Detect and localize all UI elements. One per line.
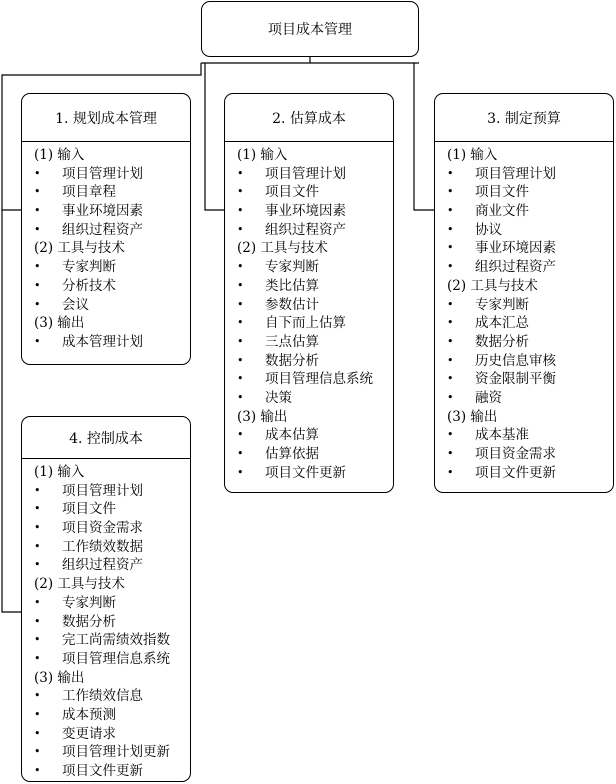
bullet-icon: • — [34, 633, 41, 647]
process-title: 3. 制定预算 — [435, 94, 613, 142]
bullet-icon: • — [447, 447, 454, 460]
bullet-icon: • — [447, 316, 454, 330]
bullet-icon: • — [34, 222, 41, 236]
process-box-2 — [224, 93, 394, 493]
list-item-label: 项目资金需求 — [475, 446, 556, 462]
list-item — [225, 258, 393, 277]
list-item — [435, 165, 613, 184]
list-item-label: 项目管理计划 — [62, 165, 143, 182]
list-item — [435, 370, 613, 389]
bullet-icon: • — [237, 428, 244, 442]
section-heading: (1) 输入 — [447, 147, 498, 163]
list-item-label: 估算依据 — [265, 446, 319, 462]
list-item — [22, 743, 190, 762]
list-item — [22, 258, 190, 277]
bullet-icon: • — [34, 166, 41, 180]
bullet-icon: • — [34, 689, 41, 703]
list-item — [435, 464, 613, 483]
list-item — [22, 202, 190, 221]
list-item — [225, 389, 393, 408]
bullet-icon: • — [447, 353, 454, 367]
list-item-label: 工作绩效信息 — [62, 688, 143, 705]
section-heading: (3) 输出 — [447, 408, 498, 425]
list-item-label: 数据分析 — [265, 352, 319, 369]
bullet-icon: • — [34, 260, 41, 274]
process-body — [225, 142, 393, 482]
list-item — [22, 221, 190, 240]
list-item — [435, 258, 613, 277]
section-heading: (1) 输入 — [34, 464, 85, 480]
list-item — [435, 221, 613, 240]
list-item-label: 专家判断 — [62, 259, 116, 276]
list-item-label: 组织过程资产 — [62, 557, 143, 574]
list-item-label: 工作绩效数据 — [62, 538, 143, 555]
bullet-icon: • — [447, 297, 454, 311]
list-item — [22, 519, 190, 538]
section-heading: (1) 输入 — [237, 147, 288, 163]
list-item-label: 组织过程资产 — [265, 221, 346, 238]
list-item-label: 分析技术 — [62, 277, 116, 294]
list-item-label: 项目管理信息系统 — [62, 650, 170, 667]
list-item-label: 决策 — [265, 389, 292, 406]
list-item — [435, 352, 613, 371]
bullet-icon: • — [447, 185, 454, 199]
bullet-icon: • — [237, 185, 244, 199]
bullet-icon: • — [237, 334, 244, 348]
bullet-icon: • — [237, 278, 244, 292]
bullet-icon: • — [237, 222, 244, 236]
list-item — [225, 464, 393, 483]
list-item-label: 完工尚需绩效指数 — [62, 632, 170, 649]
list-item — [225, 183, 393, 202]
list-item — [22, 725, 190, 744]
bullet-icon: • — [34, 595, 41, 609]
section-heading: (2) 工具与技术 — [34, 240, 125, 257]
bullet-icon: • — [34, 614, 41, 628]
bullet-icon: • — [34, 707, 41, 721]
list-item-label: 成本基准 — [475, 427, 529, 444]
root-node — [201, 1, 419, 57]
bullet-icon: • — [34, 502, 41, 516]
list-item-label: 专家判断 — [265, 259, 319, 276]
connector-to-process-3 — [414, 63, 434, 210]
bullet-icon: • — [237, 353, 244, 367]
bullet-icon: • — [34, 521, 41, 535]
list-item-label: 类比估算 — [265, 277, 319, 294]
bullet-icon: • — [447, 390, 454, 404]
list-item-label: 项目文件 — [475, 184, 529, 201]
section-heading: (1) 输入 — [34, 147, 85, 163]
list-item — [225, 221, 393, 240]
list-item-label: 项目文件更新 — [475, 464, 556, 481]
list-item — [435, 426, 613, 445]
list-item-label: 历史信息审核 — [475, 352, 556, 369]
list-item — [225, 202, 393, 221]
list-item-label: 项目文件 — [62, 501, 116, 518]
bullet-icon: • — [237, 166, 244, 180]
list-item-label: 会议 — [62, 296, 89, 313]
bullet-icon: • — [34, 558, 41, 572]
list-item — [22, 687, 190, 706]
list-item-label: 事业环境因素 — [62, 203, 143, 220]
list-item — [22, 165, 190, 184]
list-item-label: 项目文件更新 — [265, 464, 346, 481]
list-item-label: 成本估算 — [265, 427, 319, 444]
list-item-label: 项目文件 — [265, 184, 319, 201]
list-item-label: 项目章程 — [62, 184, 116, 201]
list-item-label: 项目管理计划 — [475, 165, 556, 182]
process-box-4 — [21, 416, 191, 782]
list-item — [22, 333, 190, 352]
bullet-icon: • — [34, 745, 41, 759]
list-item — [22, 296, 190, 315]
bullet-icon: • — [34, 334, 41, 348]
bullet-icon: • — [237, 372, 244, 386]
list-item — [22, 538, 190, 557]
list-item — [225, 333, 393, 352]
list-item-label: 成本汇总 — [475, 315, 529, 332]
bullet-icon: • — [447, 334, 454, 348]
list-item — [435, 389, 613, 408]
list-item-label: 商业文件 — [475, 203, 529, 220]
list-item — [22, 482, 190, 501]
list-item-label: 资金限制平衡 — [475, 371, 556, 388]
list-item — [22, 277, 190, 296]
list-item-label: 组织过程资产 — [475, 259, 556, 276]
process-title: 2. 估算成本 — [225, 94, 393, 142]
list-item-label: 项目管理信息系统 — [265, 371, 373, 388]
process-title: 4. 控制成本 — [22, 417, 190, 459]
list-item — [225, 370, 393, 389]
bullet-icon: • — [447, 222, 454, 236]
list-item-label: 参数估计 — [265, 296, 319, 313]
bullet-icon: • — [237, 447, 244, 460]
list-item — [435, 296, 613, 315]
root-label: 项目成本管理 — [268, 22, 352, 38]
process-box-3 — [434, 93, 614, 493]
list-item-label: 项目管理计划 — [265, 165, 346, 182]
list-item-label: 事业环境因素 — [475, 240, 556, 257]
process-body — [22, 459, 190, 781]
list-item — [435, 202, 613, 221]
list-item-label: 成本预测 — [62, 706, 116, 723]
bullet-icon: • — [34, 278, 41, 292]
bullet-icon: • — [237, 465, 244, 479]
list-item — [22, 183, 190, 202]
bullet-icon: • — [447, 372, 454, 386]
list-item-label: 融资 — [475, 389, 502, 406]
process-box-1 — [21, 93, 191, 365]
bullet-icon: • — [447, 428, 454, 442]
bullet-icon: • — [34, 764, 41, 777]
list-item-label: 事业环境因素 — [265, 203, 346, 220]
bullet-icon: • — [237, 316, 244, 330]
list-item — [225, 445, 393, 464]
list-item — [435, 183, 613, 202]
process-body — [435, 142, 613, 482]
bullet-icon: • — [447, 260, 454, 274]
list-item-label: 数据分析 — [62, 613, 116, 630]
list-item — [22, 706, 190, 725]
list-item-label: 项目文件更新 — [62, 763, 143, 779]
list-item — [22, 500, 190, 519]
list-item — [22, 650, 190, 669]
connector-to-process-2 — [205, 63, 224, 210]
list-item-label: 专家判断 — [475, 296, 529, 313]
list-item — [225, 426, 393, 445]
list-item-label: 项目管理计划 — [62, 482, 143, 499]
list-item-label: 三点估算 — [265, 333, 319, 350]
section-heading: (3) 输出 — [34, 315, 85, 332]
list-item — [225, 296, 393, 315]
list-item-label: 项目资金需求 — [62, 520, 143, 537]
list-item-label: 协议 — [475, 221, 502, 238]
list-item — [435, 239, 613, 258]
bullet-icon: • — [237, 297, 244, 311]
list-item — [22, 556, 190, 575]
connector-to-process-4 — [2, 210, 21, 612]
bullet-icon: • — [34, 539, 41, 553]
list-item-label: 数据分析 — [475, 333, 529, 350]
bullet-icon: • — [34, 185, 41, 199]
bullet-icon: • — [447, 465, 454, 479]
bullet-icon: • — [447, 241, 454, 255]
list-item — [435, 333, 613, 352]
bullet-icon: • — [237, 204, 244, 218]
section-heading: (2) 工具与技术 — [237, 240, 328, 257]
list-item — [22, 594, 190, 613]
list-item-label: 组织过程资产 — [62, 221, 143, 238]
section-heading: (2) 工具与技术 — [447, 277, 538, 294]
list-item-label: 项目管理计划更新 — [62, 744, 170, 761]
list-item-label: 变更请求 — [62, 725, 116, 742]
list-item — [435, 314, 613, 333]
list-item — [225, 165, 393, 184]
list-item — [22, 762, 190, 781]
section-heading: (3) 输出 — [237, 408, 288, 425]
bullet-icon: • — [34, 483, 41, 497]
bullet-icon: • — [34, 297, 41, 311]
list-item-label: 成本管理计划 — [62, 333, 143, 350]
bullet-icon: • — [447, 204, 454, 218]
bullet-icon: • — [237, 260, 244, 274]
process-body — [22, 142, 190, 352]
section-heading: (2) 工具与技术 — [34, 576, 125, 593]
list-item-label: 自下而上估算 — [265, 315, 346, 332]
list-item — [225, 352, 393, 371]
bullet-icon: • — [34, 726, 41, 740]
list-item-label: 专家判断 — [62, 594, 116, 611]
bullet-icon: • — [447, 166, 454, 180]
list-item — [225, 314, 393, 333]
list-item — [225, 277, 393, 296]
bullet-icon: • — [34, 651, 41, 665]
list-item — [22, 613, 190, 632]
bullet-icon: • — [237, 390, 244, 404]
process-title: 1. 规划成本管理 — [22, 94, 190, 142]
list-item — [435, 445, 613, 464]
section-heading: (3) 输出 — [34, 669, 85, 686]
list-item — [22, 631, 190, 650]
bullet-icon: • — [34, 204, 41, 218]
